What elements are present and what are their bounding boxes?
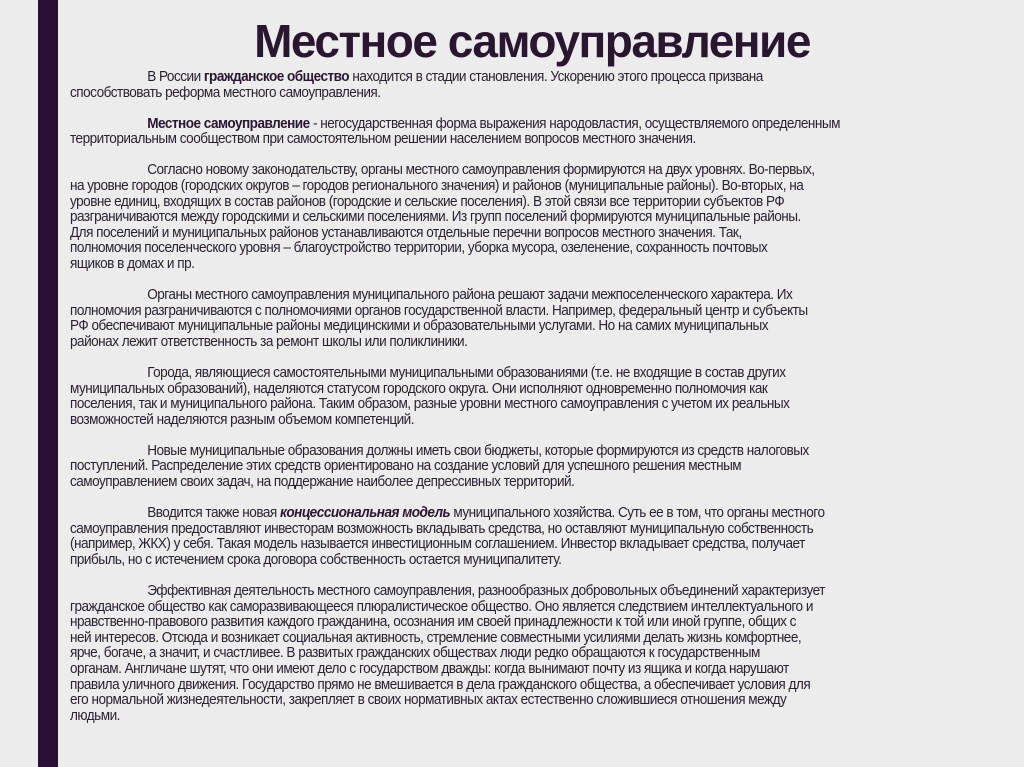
paragraph-first-line bbox=[70, 117, 954, 133]
paragraph-line: территориальным сообществом при самостоятельном решении населением вопросов местного значения. bbox=[70, 131, 696, 148]
paragraph-first-line bbox=[70, 70, 954, 86]
text-run: В России bbox=[147, 69, 204, 85]
paragraph-line: разграничиваются между городскими и сельскими поселениями. Из групп поселений формируются муниципальные районы. bbox=[70, 209, 801, 226]
paragraph bbox=[70, 366, 1020, 428]
paragraph-first-line bbox=[70, 444, 954, 460]
paragraph-line: способствовать реформа местного самоуправления. bbox=[70, 84, 381, 101]
left-accent-bar bbox=[38, 0, 58, 767]
paragraph-first-line bbox=[70, 584, 954, 600]
emphasized-term: гражданское общество bbox=[203, 69, 350, 85]
paragraph-first-line bbox=[70, 506, 954, 522]
paragraph-line: самоуправлением своих задач, на поддержание наиболее депрессивных территорий. bbox=[70, 473, 575, 490]
paragraph-line: людьми. bbox=[70, 707, 120, 724]
paragraph-line: ящиков в домах и пр. bbox=[70, 255, 195, 272]
emphasized-term: концессиональная модель bbox=[280, 505, 451, 522]
slide-title: Местное самоуправление bbox=[254, 15, 810, 67]
text-run: Согласно новому законодательству, органы местного самоуправления формируются на двух уровнях. Во-первых, bbox=[147, 162, 815, 179]
paragraph-line: районах лежит ответственность за ремонт школы или поликлиники. bbox=[70, 333, 468, 350]
paragraph-line: Для поселений и муниципальных районов устанавливаются отдельные перечни вопросов местного значения. Так, bbox=[70, 224, 742, 241]
text-run: находится в стадии становления. Ускорению этого процесса призвана bbox=[349, 69, 763, 85]
paragraph bbox=[70, 163, 1020, 272]
paragraph bbox=[70, 584, 1020, 724]
paragraph-line: возможностей наделяются разным объемом компетенций. bbox=[70, 411, 415, 428]
paragraph bbox=[70, 117, 1020, 148]
text-run: Вводится также новая bbox=[147, 505, 281, 522]
paragraph bbox=[70, 288, 1020, 350]
paragraph-line: (например, ЖКХ) у себя. Такая модель называется инвестиционным соглашением. Инвестор вкладывает средства, получает bbox=[70, 536, 805, 553]
text-run: - негосударственная форма выражения народовластия, осуществляемого определенным bbox=[309, 115, 840, 132]
text-run: муниципального хозяйства. Суть ее в том, что органы местного bbox=[450, 505, 825, 522]
paragraph-line: поселения, так и муниципального района. Таким образом, разные уровни местного самоуправления с учетом их реальных bbox=[70, 396, 790, 413]
paragraph bbox=[70, 444, 1020, 491]
paragraph-line: самоуправления предоставляют инвесторам возможность вкладывать средства, но оставляют муниципальную собственность bbox=[70, 520, 814, 537]
paragraph-line: нравственно-правового развития каждого гражданина, осознания им своей принадлежности к той или иной группе, общих с bbox=[70, 614, 796, 631]
emphasized-term: Местное самоуправление bbox=[147, 115, 310, 132]
paragraph-line: ней интересов. Отсюда и возникает социальная активность, стремление совместными усилиями делать жизнь комфортнее, bbox=[70, 629, 802, 646]
paragraph-line: правила уличного движения. Государство прямо не вмешивается в дела гражданского общества, а обеспечивает условия для bbox=[70, 676, 811, 693]
paragraph-line: ярче, богаче, а значит, и счастливее. В развитых гражданских обществах люди редко обращаются к государственным bbox=[70, 645, 760, 662]
paragraph-line: РФ обеспечивают муниципальные районы медицинскими и образовательными услугами. Но на самих муниципальных bbox=[70, 318, 768, 335]
text-run: Новые муниципальные образования должны иметь свои бюджеты, которые формируются из средств налоговых bbox=[147, 442, 809, 459]
paragraph-line: органам. Англичане шутят, что они имеют дело с государством дважды: когда вынимают почту из ящика и когда нарушают bbox=[70, 660, 789, 677]
paragraph-line: его нормальной жизнедеятельности, закрепляет в своих нормативных актах естественно сложившиеся отношения между bbox=[70, 692, 787, 709]
paragraph-line: прибыль, но с истечением срока договора собственность остается муниципалитету. bbox=[70, 551, 562, 568]
paragraph-line: полномочия разграничиваются с полномочиями органов государственной власти. Например, федеральный центр и субъекты bbox=[70, 302, 808, 319]
paragraph-line: полномочия поселенческого уровня – благоустройство территории, уборка мусора, озеленение, сохранность почтовых bbox=[70, 240, 768, 257]
paragraph-first-line bbox=[70, 366, 954, 382]
slide-body bbox=[70, 70, 1020, 740]
paragraph-line: муниципальных образований), наделяются статусом городского округа. Они исполняют одновременно полномочия как bbox=[70, 380, 768, 397]
paragraph-line: уровне единиц, входящих в состав районов (городские и сельские поселения). В этой связи все территории субъектов РФ bbox=[70, 193, 785, 210]
paragraph bbox=[70, 70, 1020, 101]
text-run: Города, являющиеся самостоятельными муниципальными образованиями (т.е. не входящие в состав других bbox=[147, 364, 786, 381]
paragraph-line: на уровне городов (городских округов – городов регионального значения) и районов (муниципальные районы). Во-вторых, на bbox=[70, 177, 804, 194]
text-run: Органы местного самоуправления муниципального района решают задачи межпоселенческого характера. Их bbox=[147, 287, 793, 304]
paragraph-line: поступлений. Распределение этих средств ориентировано на создание условий для успешного решения местным bbox=[70, 458, 742, 475]
paragraph-line: гражданское общество как саморазвивающееся плюралистическое общество. Оно является следствием интеллектуального и bbox=[70, 598, 813, 615]
paragraph bbox=[70, 506, 1020, 568]
paragraph-first-line bbox=[70, 163, 954, 179]
text-run: Эффективная деятельность местного самоуправления, разнообразных добровольных объединений характеризует bbox=[147, 582, 825, 599]
paragraph-first-line bbox=[70, 288, 954, 304]
